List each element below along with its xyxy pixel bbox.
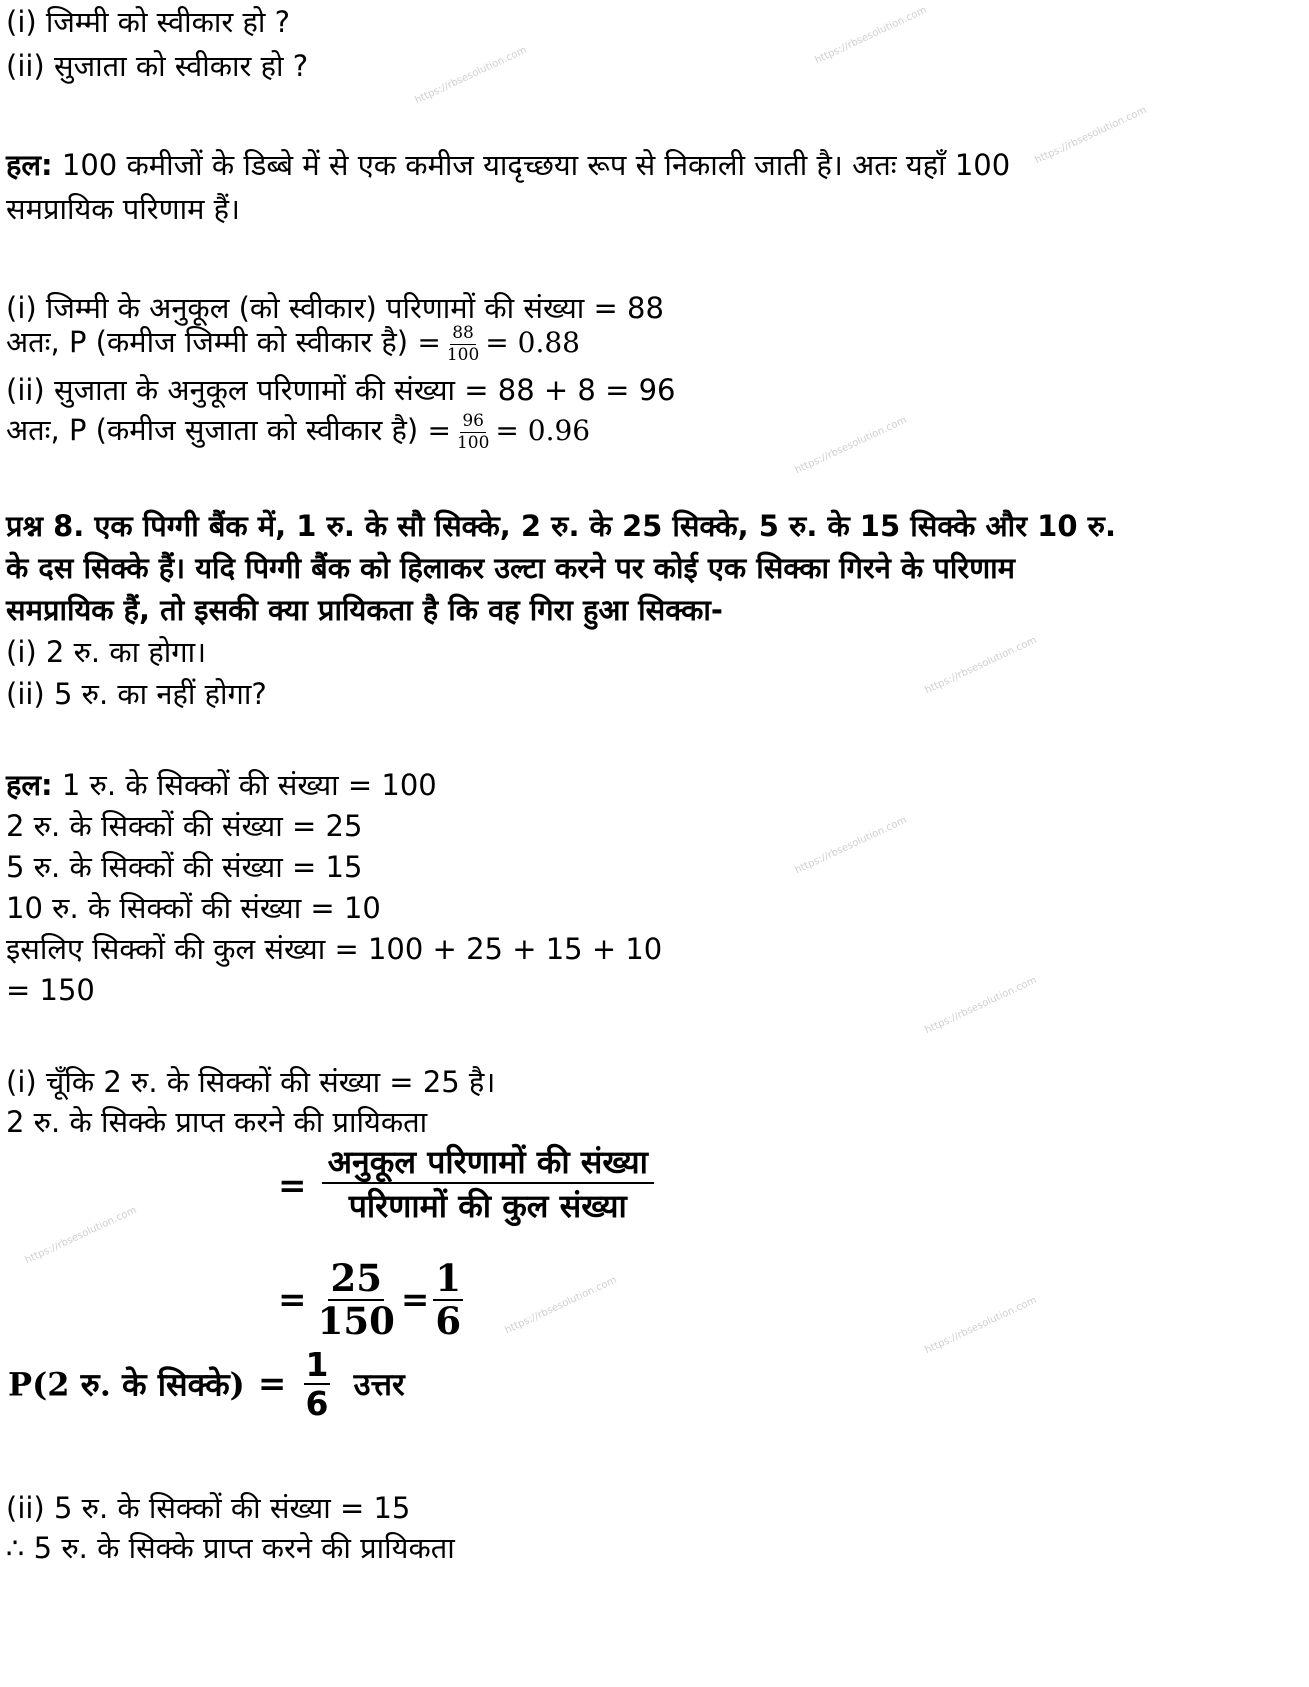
result-value: 0.96 — [527, 414, 591, 447]
watermark: https://rbsesolution.com — [813, 4, 929, 67]
watermark: https://rbsesolution.com — [23, 1204, 139, 1267]
sol8-line1 — [6, 765, 437, 805]
equals-sign: = — [400, 1280, 430, 1320]
sol8-line4: 10 रु. के सिक्कों की संख्या = 10 — [6, 891, 381, 925]
result-value: 0.88 — [517, 326, 580, 359]
equals-sign: = — [417, 326, 441, 359]
sol8-line3: 5 रु. के सिक्कों की संख्या = 15 — [6, 850, 363, 884]
q8-part-ii: (ii) 5 रु. का नहीं होगा? — [6, 677, 267, 711]
equals-sign: = — [485, 326, 518, 359]
sol7-line1 — [6, 145, 1010, 185]
watermark: https://rbsesolution.com — [413, 44, 529, 107]
word-denominator: परिणामों की कुल संख्या — [348, 1187, 627, 1225]
final-probability-line — [8, 1345, 405, 1423]
equals-sign: = — [278, 1166, 307, 1206]
fraction-1-6-answer — [304, 1345, 331, 1423]
probability-label: P(2 रु. के सिक्के) — [8, 1365, 245, 1404]
q7-part-ii: (ii) सुजाता को स्वीकार हो ? — [6, 49, 309, 83]
equals-sign: = — [278, 1280, 307, 1320]
word-numerator: अनुकूल परिणामों की संख्या — [322, 1146, 654, 1184]
q7-part-i: (i) जिम्मी को स्वीकार हो ? — [6, 5, 290, 39]
watermark: https://rbsesolution.com — [793, 414, 909, 477]
sol8-i-line1: (i) चूँकि 2 रु. के सिक्कों की संख्या = 25 है। — [6, 1065, 496, 1099]
sol7-i-prob-text: अतः, P (कमीज जिम्मी को स्वीकार है) — [6, 325, 409, 359]
sol7-i-prob — [6, 322, 580, 364]
sol8-line1-text: 1 रु. के सिक्कों की संख्या = 100 — [52, 768, 437, 802]
fraction-1-6 — [433, 1256, 463, 1343]
q8-line2: के दस सिक्के हैं। यदि पिग्गी बैंक को हिलाकर उल्टा करने पर कोई एक सिक्का गिरने के परिणाम — [6, 551, 1016, 585]
q8-line3: समप्रायिक हैं, तो इसकी क्या प्रायिकता है कि वह गिरा हुआ सिक्का- — [6, 593, 723, 627]
frac-denominator: 6 — [305, 1384, 329, 1423]
q8-part-i: (i) 2 रु. का होगा। — [6, 635, 207, 669]
fraction-88-100 — [445, 322, 481, 365]
frac-numerator: 88 — [452, 322, 474, 343]
equals-sign: = — [495, 414, 528, 447]
frac-denominator: 100 — [446, 344, 480, 365]
equals-sign: = — [427, 414, 451, 447]
frac-numerator: 25 — [330, 1256, 382, 1300]
sol8-i-line2: 2 रु. के सिक्के प्राप्त करने की प्रायिकता — [6, 1105, 428, 1139]
sol7-line1-text: 100 कमीजों के डिब्बे में से एक कमीज यादृच्छया रूप से निकाली जाती है। अतः यहाँ 100 — [52, 148, 1011, 182]
solution-label: हल: — [6, 148, 53, 182]
sol8-line6: = 150 — [6, 973, 95, 1007]
sol7-ii-line: (ii) सुजाता के अनुकूल परिणामों की संख्या = 88 + 8 = 96 — [6, 373, 676, 407]
sol7-line2: समप्रायिक परिणाम हैं। — [6, 192, 241, 226]
frac-denominator: 100 — [456, 432, 490, 453]
frac-denominator: 6 — [435, 1299, 462, 1343]
sol7-i-line: (i) जिम्मी के अनुकूल (को स्वीकार) परिणामों की संख्या = 88 — [6, 291, 664, 325]
sol7-ii-prob-text: अतः, P (कमीज सुजाता को स्वीकार है) — [6, 413, 419, 447]
frac-numerator: 1 — [435, 1256, 462, 1300]
word-fraction-equation — [278, 1143, 658, 1226]
sol8-ii-line1: (ii) 5 रु. के सिक्कों की संख्या = 15 — [6, 1491, 411, 1525]
answer-label: उत्तर — [353, 1367, 405, 1403]
word-fraction — [322, 1143, 654, 1226]
sol8-ii-line2: ∴ 5 रु. के सिक्के प्राप्त करने की प्रायिकता — [6, 1531, 455, 1565]
sol7-ii-prob — [6, 410, 590, 452]
equals-sign: = — [257, 1364, 287, 1404]
q8-line1: प्रश्न 8. एक पिग्गी बैंक में, 1 रु. के सौ सिक्के, 2 रु. के 25 सिक्के, 5 रु. के 15 सिक्के और 10 रु. — [6, 509, 1116, 543]
watermark: https://rbsesolution.com — [923, 1294, 1039, 1357]
frac-numerator: 96 — [462, 410, 484, 431]
watermark: https://rbsesolution.com — [923, 634, 1039, 697]
watermark: https://rbsesolution.com — [923, 974, 1039, 1037]
fraction-96-100 — [455, 410, 491, 453]
sol8-line2: 2 रु. के सिक्कों की संख्या = 25 — [6, 809, 363, 843]
watermark: https://rbsesolution.com — [793, 814, 909, 877]
fraction-25-150 — [316, 1256, 397, 1343]
numeric-fraction-equation — [278, 1256, 467, 1343]
frac-numerator: 1 — [305, 1345, 329, 1384]
watermark: https://rbsesolution.com — [1033, 104, 1149, 167]
frac-denominator: 150 — [317, 1299, 395, 1343]
watermark: https://rbsesolution.com — [503, 1274, 619, 1337]
sol8-line5: इसलिए सिक्कों की कुल संख्या = 100 + 25 + 15 + 10 — [6, 932, 663, 966]
solution-label: हल: — [6, 768, 53, 802]
